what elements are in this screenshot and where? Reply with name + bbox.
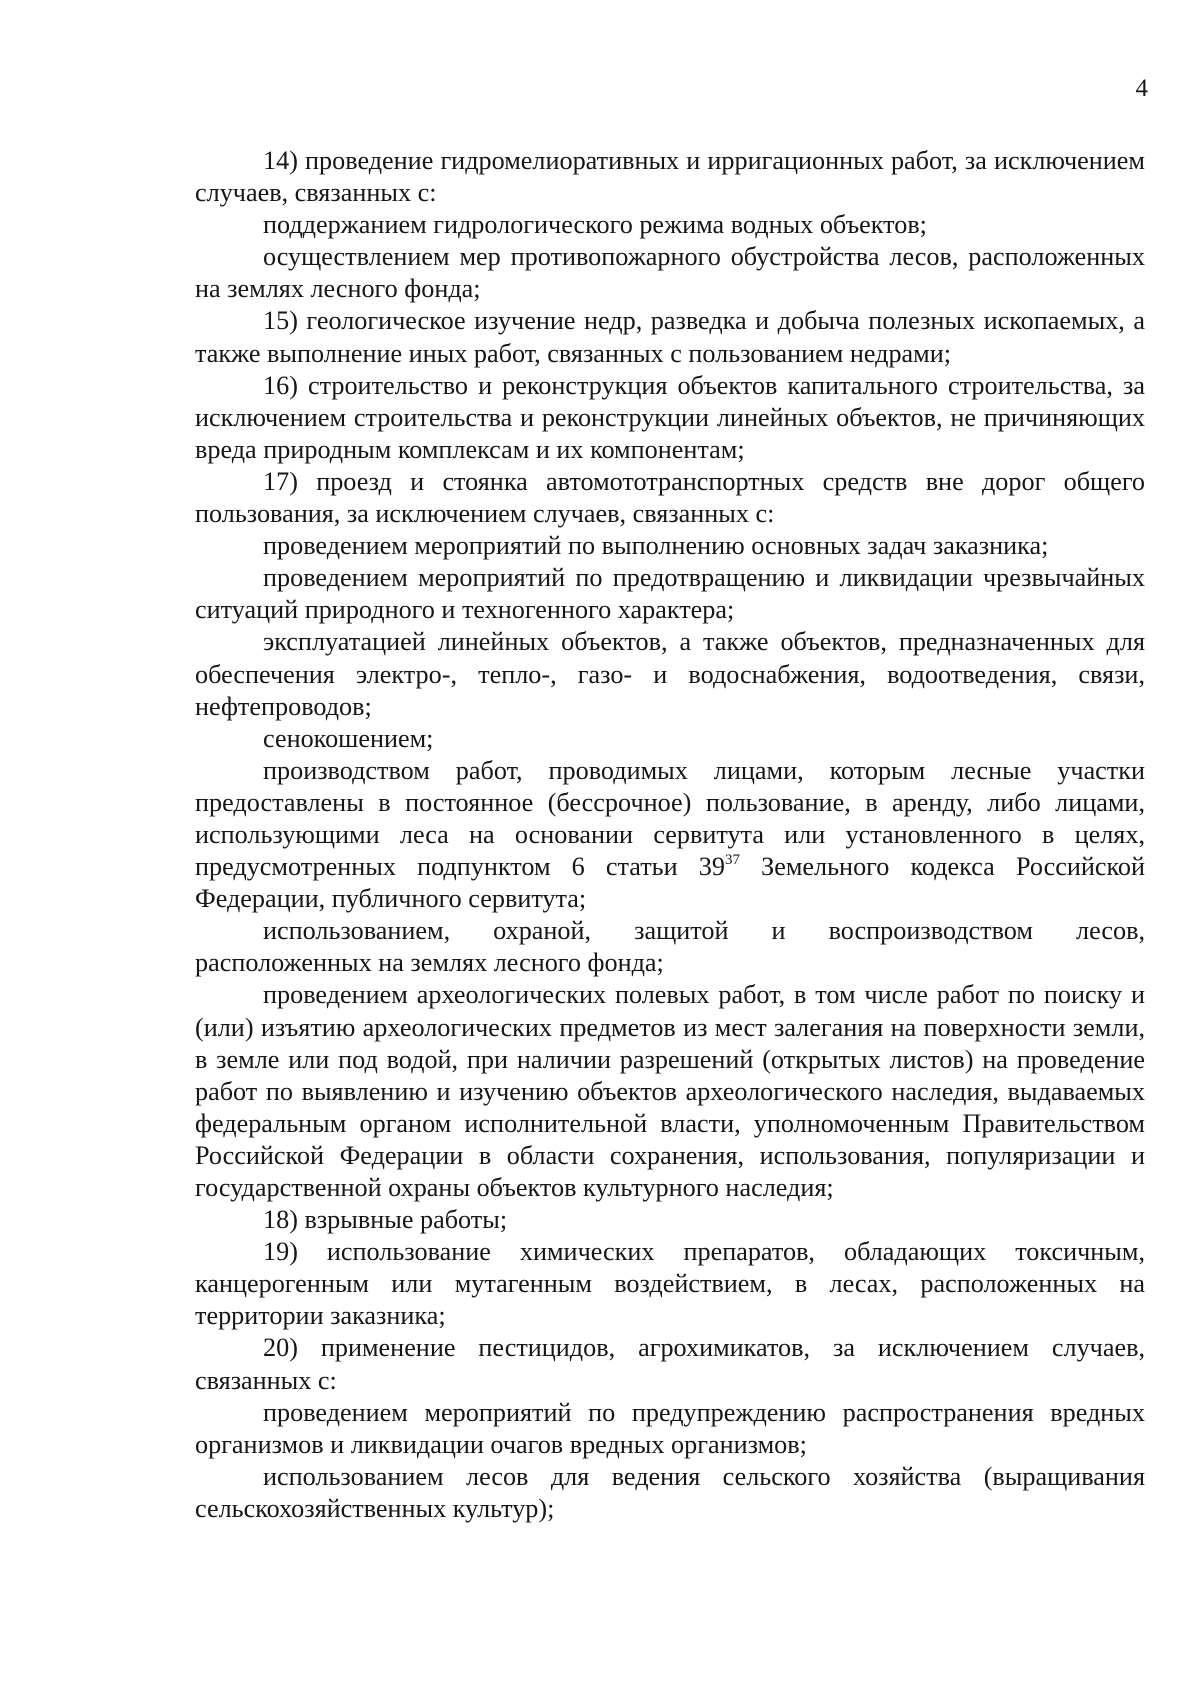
paragraph-hydrological-regime: поддержанием гидрологического режима водных объектов; (263, 210, 927, 240)
paragraph-item-17: 17) проезд и стоянка автомототранспортных средств вне дорог общего пользования, за исключением случаев, связанных с: (195, 466, 1145, 529)
document-body (195, 145, 1145, 1525)
paragraph-agriculture-use: использованием лесов для ведения сельского хозяйства (выращивания сельскохозяйственных культур); (195, 1461, 1145, 1523)
paragraph-item-19: 19) использование химических препаратов, обладающих токсичным, канцерогенным или мутагенным воздействием, в лесах, расположенных на территории заказника; (195, 1237, 1145, 1331)
paragraph-item-14: 14) проведение гидромелиоративных и ирригационных работ, за исключением случаев, связанных с: (195, 146, 1145, 208)
paragraph-reserve-tasks: проведением мероприятий по выполнению основных задач заказника; (263, 531, 1049, 561)
paragraph-emergency-prevention: проведением мероприятий по предотвращению и ликвидации чрезвычайных ситуаций природного и техногенного характера; (195, 563, 1145, 625)
paragraph-item-15: 15) геологическое изучение недр, разведка и добыча полезных ископаемых, а также выполнение иных работ, связанных с пользованием недрами; (195, 306, 1145, 368)
paragraph-item-16: 16) строительство и реконструкция объектов капитального строительства, за исключением строительства и реконструкции линейных объектов, не причиняющих вреда природным комплексам и их компонентам; (195, 370, 1145, 464)
paragraph-item-18: 18) взрывные работы; (263, 1205, 508, 1235)
paragraph-haymaking: сенокошением; (263, 723, 434, 753)
paragraph-item-20: 20) применение пестицидов, агрохимикатов, за исключением случаев, связанных с: (195, 1333, 1145, 1395)
paragraph-fire-prevention: осуществлением мер противопожарного обустройства лесов, расположенных на землях лесного фонда; (195, 242, 1145, 304)
paragraph-forest-plots-text: производством работ, проводимых лицами, которым лесные участки предоставлены в постоянное (бессрочное) пользование, в аренду, либо лицами, использующими леса на основании сервитута или установленного в целях, предусмотренных подпунктом 6 статьи 39 (195, 755, 1145, 882)
page-number: 4 (1135, 75, 1148, 102)
paragraph-forest-protection: использованием, охраной, защитой и воспроизводством лесов, расположенных на землях лесного фонда; (195, 916, 1145, 978)
paragraph-archaeological-works: проведением археологических полевых работ, в том числе работ по поиску и (или) изъятию археологических предметов из мест залегания на поверхности земли, в земле или под водой, при наличии разрешений (открытых листов) на проведение работ по выявлению и изучению объектов археологического наследия, выдаваемых федеральным органом исполнительной власти, уполномоченным Правительством Российской Федерации в области сохранения, использования, популяризации и государственной охраны объектов культурного наследия; (195, 980, 1145, 1202)
paragraph-forest-plots-works (195, 755, 1145, 915)
paragraph-linear-objects: эксплуатацией линейных объектов, а также объектов, предназначенных для обеспечения электро-, тепло-, газо- и водоснабжения, водоотведения, связи, нефтепроводов; (195, 627, 1145, 721)
paragraph-pest-control: проведением мероприятий по предупреждению распространения вредных организмов и ликвидации очагов вредных организмов; (195, 1397, 1145, 1459)
article-superscript: 37 (724, 852, 740, 869)
paragraph-forest-plots-text-end: Земельного кодекса Российской Федерации, публичного сервитута; (195, 852, 1145, 914)
